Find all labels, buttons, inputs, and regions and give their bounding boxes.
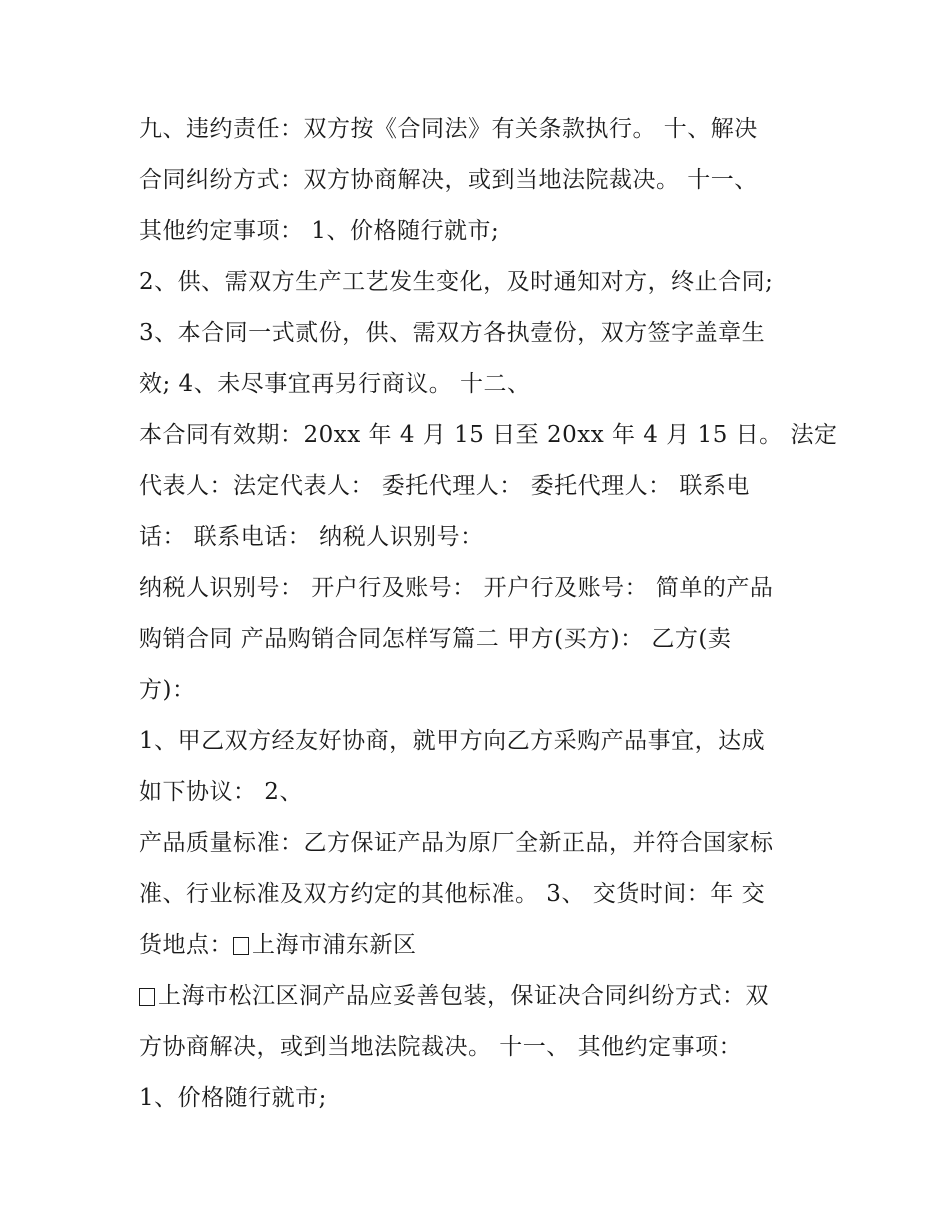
checkbox-pudong[interactable] — [233, 937, 249, 955]
delivery-option-songjiang: 上海市松江区洞产品应妥善包装，保证决合同纠纷方式：双 — [158, 983, 769, 1009]
text-line: 方协商解决，或到当地法院裁决。 十一、 其他约定事项： — [139, 1034, 743, 1060]
text-line: 准、行业标准及双方约定的其他标准。 3、 交货时间：年 交 — [139, 881, 766, 907]
text-line: 1、价格随行就市; — [139, 1085, 327, 1111]
delivery-location-label: 货地点： — [139, 932, 233, 958]
checkbox-songjiang[interactable] — [139, 988, 155, 1006]
text-line: 本合同有效期：20xx 年 4 月 15 日至 20xx 年 4 月 15 日。 法定 — [139, 422, 838, 448]
contract-text — [139, 109, 838, 1129]
delivery-option-pudong: 上海市浦东新区 — [252, 932, 417, 958]
text-line: 方)： — [139, 677, 196, 703]
text-line: 合同纠纷方式：双方协商解决，或到当地法院裁决。 十一、 — [139, 167, 758, 193]
text-line: 3、本合同一式贰份，供、需双方各执壹份，双方签字盖章生 — [139, 320, 766, 346]
text-line: 产品质量标准：乙方保证产品为原厂全新正品，并符合国家标 — [139, 830, 774, 856]
text-line: 其他约定事项： 1、价格随行就市; — [139, 218, 500, 244]
text-line: 九、违约责任：双方按《合同法》有关条款执行。 十、解决 — [139, 116, 758, 142]
text-line: 话： 联系电话： 纳税人识别号： — [139, 524, 484, 550]
text-line: 购销合同 产品购销合同怎样写篇二 甲方(买方)： 乙方(卖 — [139, 626, 732, 652]
text-line-with-checkbox — [139, 976, 819, 1027]
text-line: 2、供、需双方生产工艺发生变化，及时通知对方，终止合同; — [139, 269, 774, 295]
text-line: 效; 4、未尽事宜再另行商议。 十二、 — [139, 371, 531, 397]
text-line: 如下协议： 2、 — [139, 779, 303, 805]
text-line-with-checkbox — [139, 925, 819, 976]
text-line: 代表人：法定代表人： 委托代理人： 委托代理人： 联系电 — [139, 473, 750, 499]
text-line: 1、甲乙双方经友好协商，就甲方向乙方采购产品事宜，达成 — [139, 728, 766, 754]
text-line: 纳税人识别号： 开户行及账号： 开户行及账号： 简单的产品 — [139, 575, 774, 601]
